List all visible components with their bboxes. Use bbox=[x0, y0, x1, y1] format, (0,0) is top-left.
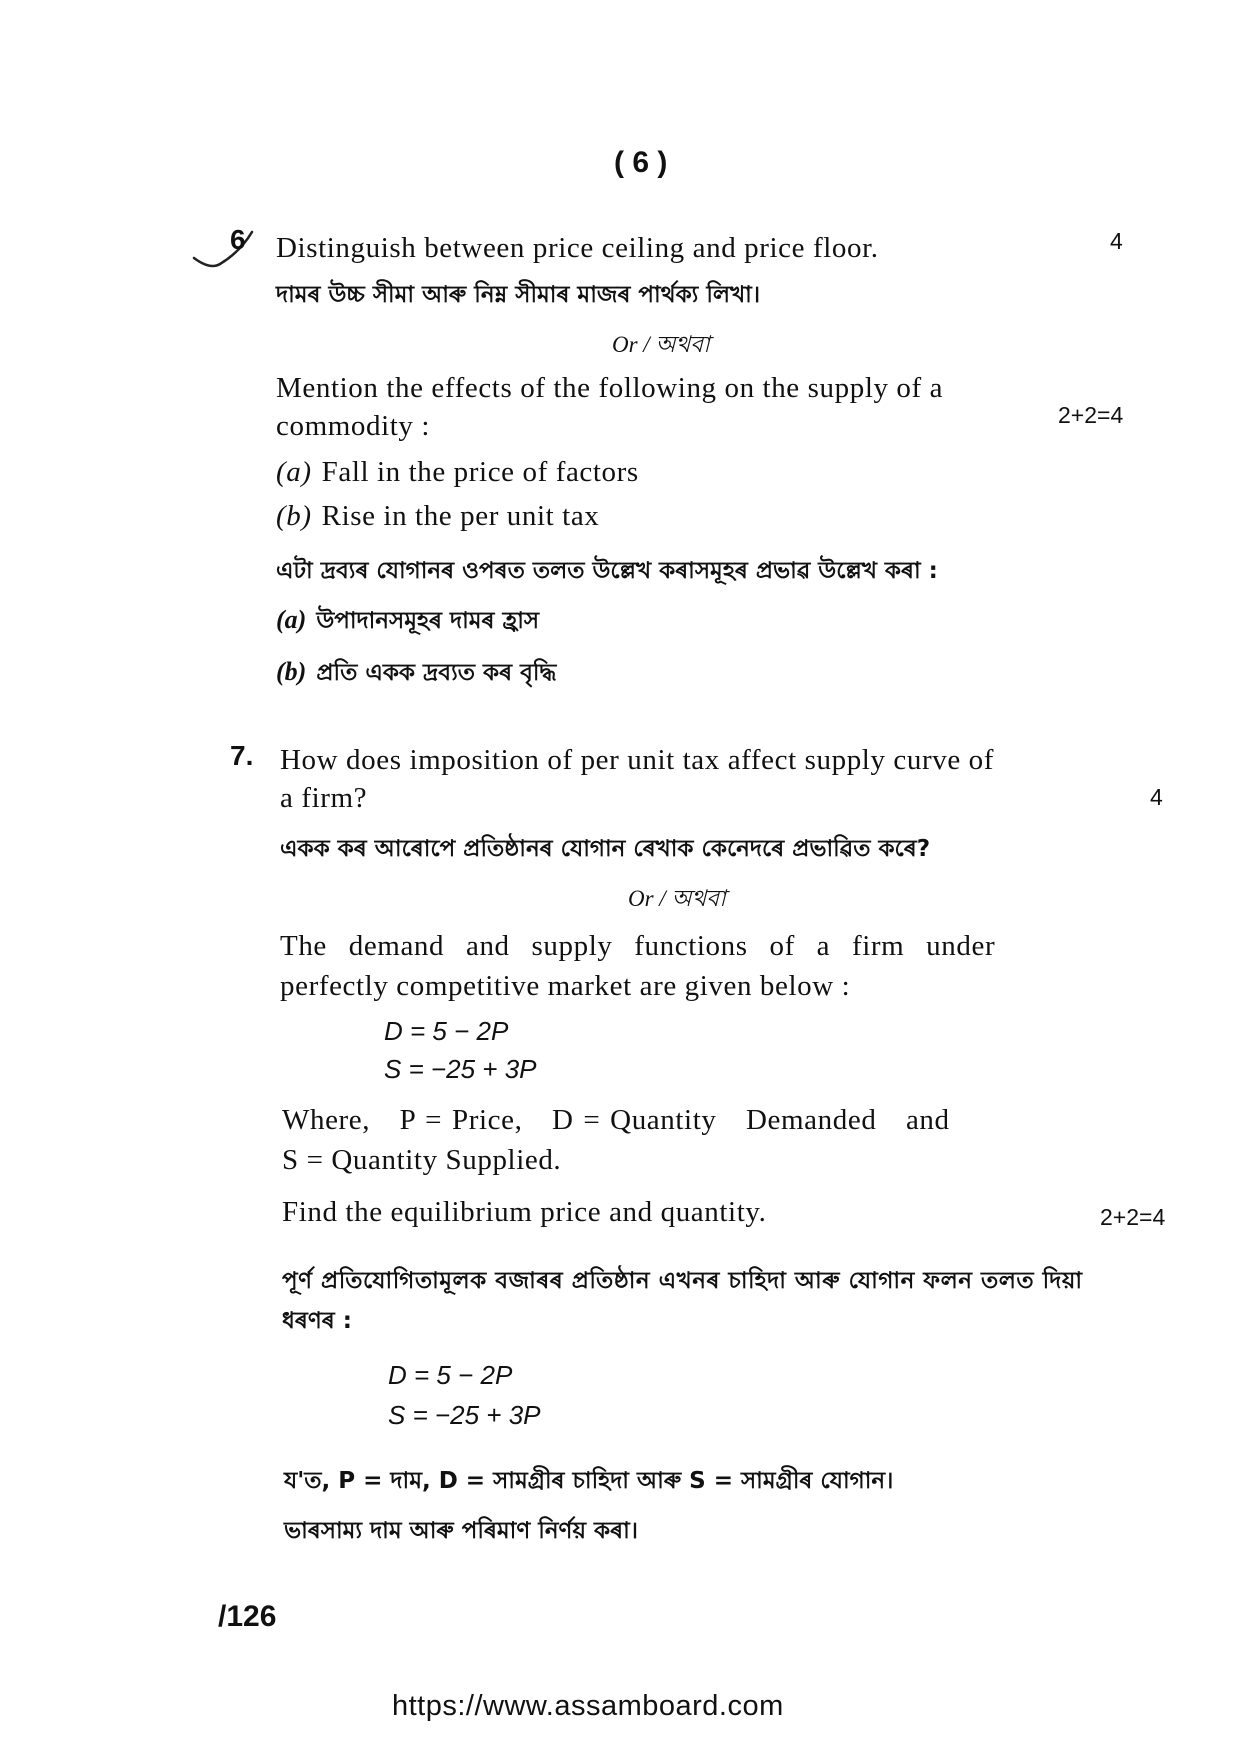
demand-equation-assamese: D = 5 − 2P bbox=[388, 1360, 513, 1390]
question-7-text-assamese: একক কৰ আৰোপে প্ৰতিষ্ঠানৰ যোগান ৰেখাক কেনেদৰে প্ৰভাৱিত কৰে? bbox=[280, 836, 931, 862]
question-6-alt-line-2: commodity : bbox=[276, 410, 431, 442]
page-number: ( 6 ) bbox=[614, 146, 668, 179]
find-instruction-assamese: ভাৰসাম্য দাম আৰু পৰিমাণ নিৰ্ণয় কৰা। bbox=[284, 1518, 638, 1544]
question-6-text-assamese: দামৰ উচ্চ সীমা আৰু নিম্ন সীমাৰ মাজৰ পাৰ্থক্য লিখা। bbox=[276, 282, 761, 308]
sub-item-label: (a) bbox=[276, 605, 307, 634]
question-6-number: 6 bbox=[230, 224, 246, 255]
supply-equation-assamese: S = −25 + 3P bbox=[388, 1400, 541, 1430]
question-6-alt-marks: 2+2=4 bbox=[1058, 402, 1124, 428]
or-separator: Or / অথবা bbox=[612, 332, 710, 357]
source-url[interactable]: https://www.assamboard.com bbox=[392, 1690, 784, 1722]
question-7-marks: 4 bbox=[1150, 784, 1163, 810]
question-7-alt-assamese-line-2: ধৰণৰ : bbox=[282, 1308, 352, 1334]
question-7-line-1: How does imposition of per unit tax affect supply curve of bbox=[280, 744, 995, 776]
question-6-alt-line-1: Mention the effects of the following on the supply of a bbox=[276, 372, 944, 404]
sub-item-label: (a) bbox=[276, 456, 312, 488]
question-7-alt-line-2: perfectly competitive market are given below : bbox=[280, 970, 851, 1002]
sub-item-text: Rise in the per unit tax bbox=[321, 500, 600, 532]
footer-code: /126 bbox=[218, 1600, 277, 1633]
supply-equation: S = −25 + 3P bbox=[384, 1054, 537, 1084]
where-line-assamese: য'ত, P = দাম, D = সামগ্ৰীৰ চাহিদা আৰু S = সামগ্ৰীৰ যোগান। bbox=[284, 1468, 894, 1494]
question-6-marks: 4 bbox=[1110, 228, 1123, 254]
question-7-line-2: a firm? bbox=[280, 782, 368, 814]
question-6-alt-assamese: এটা দ্ৰব্যৰ যোগানৰ ওপৰত তলত উল্লেখ কৰাসমূহৰ প্ৰভাৱ উল্লেখ কৰা : bbox=[276, 558, 938, 584]
sub-item-text: প্ৰতি একক দ্ৰব্যত কৰ বৃদ্ধি bbox=[316, 660, 557, 686]
sub-item-a-assamese bbox=[276, 602, 539, 641]
sub-item-text: Fall in the price of factors bbox=[321, 456, 639, 488]
question-7-number: 7. bbox=[230, 740, 254, 771]
question-7-alt-line-1: The demand and supply functions of a firm under bbox=[280, 930, 996, 962]
sub-item-text: উপাদানসমূহৰ দামৰ হ্ৰাস bbox=[316, 608, 540, 634]
where-line-1: Where, P = Price, D = Quantity Demanded and bbox=[282, 1104, 950, 1136]
question-7-alt-assamese-line-1: পূৰ্ণ প্ৰতিযোগিতামূলক বজাৰৰ প্ৰতিষ্ঠান এখনৰ চাহিদা আৰু যোগান ফলন তলত দিয়া bbox=[282, 1268, 1083, 1294]
demand-equation: D = 5 − 2P bbox=[384, 1016, 509, 1046]
where-line-2: S = Quantity Supplied. bbox=[282, 1144, 562, 1176]
find-instruction: Find the equilibrium price and quantity. bbox=[282, 1196, 767, 1228]
question-6-text: Distinguish between price ceiling and price floor. bbox=[276, 232, 879, 264]
sub-item-label: (b) bbox=[276, 657, 307, 686]
or-separator: Or / অথবা bbox=[628, 886, 726, 911]
sub-item-label: (b) bbox=[276, 500, 312, 532]
find-marks: 2+2=4 bbox=[1100, 1204, 1166, 1230]
sub-item-b-assamese bbox=[276, 654, 556, 693]
sub-item-a bbox=[276, 456, 639, 489]
sub-item-b bbox=[276, 500, 599, 533]
